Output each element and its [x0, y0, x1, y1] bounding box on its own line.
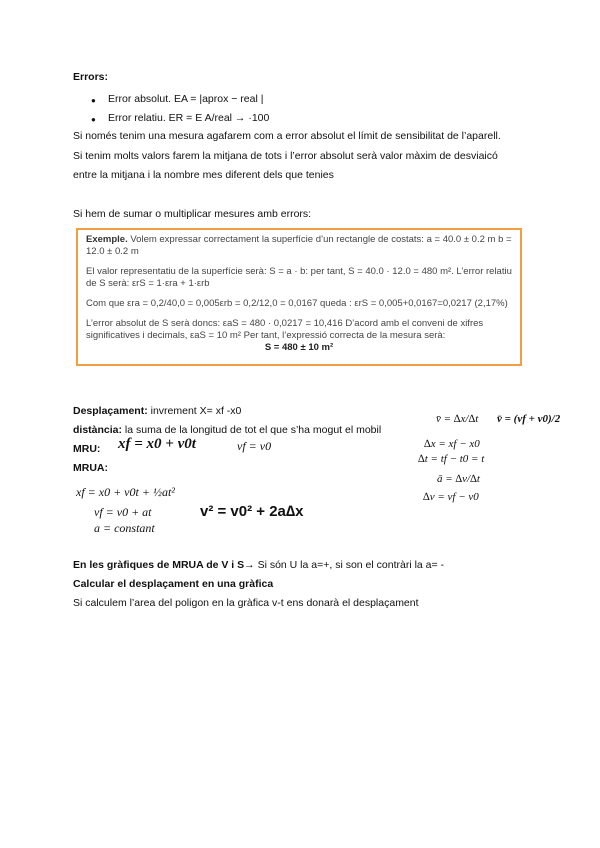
- avg-acceleration-formula: ā = ∆v/∆t: [437, 473, 480, 485]
- delta-x-formula: ∆x = xf − x0: [424, 438, 480, 450]
- example-result: S = 480 ± 10 m²: [264, 342, 334, 353]
- graphs-line-1: En les gràfiques de MRUA de V i S→ Si són U la a=+, si son el contràri la a= -: [73, 559, 445, 571]
- graphs-line-2: Calcular el desplaçament en una gràfica: [73, 578, 274, 590]
- velocity-squared-equation: v² = v0² + 2a∆x: [200, 503, 304, 520]
- sum-multiply-heading: Si hem de sumar o multiplicar mesures amb errors:: [73, 208, 312, 220]
- example-box: [76, 228, 522, 366]
- bullet-dot: ●: [91, 96, 96, 105]
- mru-equation-position: xf = x0 + v0t: [118, 436, 196, 452]
- distancia-line: distància: la suma de la longitud de tot el que s’ha mogut el mobil: [73, 424, 382, 436]
- mru-label: MRU:: [73, 443, 101, 455]
- avg-velocity-formula: v̄ = ∆x/∆t: [436, 413, 479, 425]
- mrua-equation-position: xf = x0 + v0t + ½at²: [76, 485, 175, 499]
- delta-t-formula: ∆t = tf − t0 = t: [418, 453, 485, 465]
- desplacament-line: Desplaçament: invrement X= xf -x0: [73, 405, 242, 417]
- example-p2: El valor representatiu de la superfície serà: S = a · b: per tant, S = 40.0 · 12.0 = 480 m². L’error relatiu de S serà: εrS = 1·εra + 1·εrb: [86, 266, 512, 289]
- example-p3: Com que εra = 0,2/40,0 = 0,005εrb = 0,2/12,0 = 0,0167 queda : εrS = 0,005+0,0167=0,0217 (2,17%): [86, 298, 508, 309]
- paragraph-single-measure: Si només tenim una mesura agafarem com a error absolut el límit de sensibilitat de l’aparell.: [73, 130, 501, 142]
- errors-heading: Errors:: [73, 71, 109, 83]
- bullet-dot: ●: [91, 115, 96, 124]
- mrua-label: MRUA:: [73, 462, 108, 474]
- avg-velocity-formula-2: v̄ = (vf + v0)/2: [497, 413, 561, 425]
- graphs-line-3: Si calculem l’area del poligon en la gràfica v-t ens donarà el desplaçament: [73, 597, 419, 609]
- example-p4: L’error absolut de S serà doncs: εaS = 480 · 0,0217 = 10,416 D’acord amb el conveni de xifres significatives i decimals, εaS = 10 m² Per tant, l’expressió correcta de la mesura serà:: [86, 318, 484, 341]
- example-p1: Exemple. Volem expressar correctament la superfície d’un rectangle de costats: a = 40.0 ± 0.2 m b = 12.0 ± 0.2 m: [86, 234, 512, 257]
- delta-v-formula: ∆v = vf − v0: [423, 491, 479, 503]
- mrua-equation-acceleration: a = constant: [94, 521, 155, 535]
- paragraph-many-values-2: entre la mitjana i la nombre mes diferent dels que tenies: [73, 169, 334, 181]
- example-title: Exemple.: [86, 234, 128, 245]
- error-absolut-item: Error absolut. EA = |aprox − real |: [108, 93, 264, 105]
- error-relatiu-item: Error relatiu. ER = E A/real → ·100: [108, 112, 270, 124]
- mru-equation-velocity: vf = v0: [237, 439, 272, 453]
- paragraph-many-values-1: Si tenim molts valors farem la mitjana de tots i l’error absolut serà valor màxim de desviaicó: [73, 150, 498, 162]
- mrua-equation-velocity: vf = v0 + at: [94, 505, 152, 519]
